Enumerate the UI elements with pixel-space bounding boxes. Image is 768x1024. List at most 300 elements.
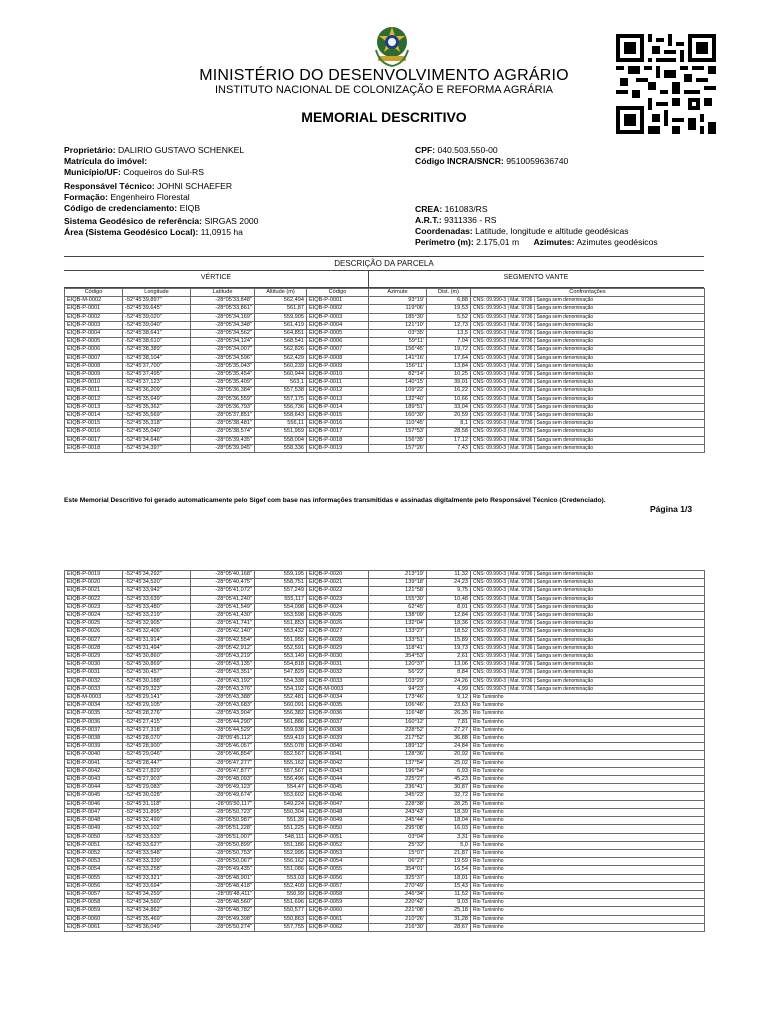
cell-vertex-code: EIQB-P-0020 <box>65 579 123 587</box>
cell-altitude: 552,591 <box>255 644 307 652</box>
credential-label: Código de credenciamento: <box>64 203 178 213</box>
cell-vertex-code: EIQB-P-0054 <box>65 866 123 874</box>
cell-distance: 24,23 <box>427 579 471 587</box>
table-row <box>65 841 705 849</box>
cell-altitude: 553,149 <box>255 653 307 661</box>
table-header-row <box>65 289 705 297</box>
cell-distance: 21,87 <box>427 849 471 857</box>
cell-altitude: 554,338 <box>255 677 307 685</box>
cell-distance: 7,81 <box>427 718 471 726</box>
section-top-rule <box>64 256 704 257</box>
cell-longitude: -52°45'39,020" <box>123 313 191 321</box>
cell-azimuth: 220°42' <box>369 899 427 907</box>
cell-latitude: -28°05'42,140" <box>191 628 255 636</box>
table-row <box>65 735 705 743</box>
cell-latitude: -28°05'42,912" <box>191 644 255 652</box>
table-row <box>65 379 705 387</box>
cell-azimuth: 216°30' <box>369 923 427 931</box>
cell-vertex-code: EIQB-P-0028 <box>65 644 123 652</box>
cell-vertex-code: EIQB-P-0045 <box>65 792 123 800</box>
cell-azimuth: 185°30' <box>369 313 427 321</box>
cell-boundary: Rio Tunininho <box>471 800 705 808</box>
cell-latitude: -28°05'41,430" <box>191 612 255 620</box>
cell-distance: 8,1 <box>427 420 471 428</box>
col-segment-code: Código <box>307 289 369 297</box>
cell-segment-code: EIQB-P-0007 <box>307 346 369 354</box>
cell-altitude: 563,1 <box>255 379 307 387</box>
cell-latitude: -28°05'48,782" <box>191 907 255 915</box>
table-row <box>65 767 705 775</box>
cell-azimuth: 133°27' <box>369 628 427 636</box>
cell-altitude: 549,224 <box>255 800 307 808</box>
cell-vertex-code: EIQB-P-0031 <box>65 669 123 677</box>
cell-azimuth: 221°08' <box>369 907 427 915</box>
cell-azimuth: 160°12' <box>369 718 427 726</box>
cell-longitude: -52°45'38,610" <box>123 338 191 346</box>
cell-longitude: -52°45'31,895" <box>123 808 191 816</box>
table-row <box>65 354 705 362</box>
cell-boundary: CNS: 09.990-3 | Mat. 9736 | Sanga sem denominação <box>471 579 705 587</box>
cell-segment-code: EIQB-P-0053 <box>307 849 369 857</box>
cell-longitude: -52°45'28,070" <box>123 735 191 743</box>
cell-latitude: -28°05'40,168" <box>191 571 255 579</box>
cell-boundary: CNS: 09.990-3 | Mat. 9736 | Sanga sem denominação <box>471 677 705 685</box>
cell-longitude: -52°45'30,860" <box>123 653 191 661</box>
cell-altitude: 552,481 <box>255 694 307 702</box>
cell-segment-code: EIQB-P-0058 <box>307 890 369 898</box>
cell-segment-code: EIQB-P-0047 <box>307 800 369 808</box>
cell-boundary: Rio Tunininho <box>471 710 705 718</box>
cell-altitude: 552,567 <box>255 751 307 759</box>
cell-longitude: -52°45'37,123" <box>123 379 191 387</box>
cell-altitude: 554,47 <box>255 784 307 792</box>
table-row <box>65 792 705 800</box>
cell-vertex-code: EIQB-P-0039 <box>65 743 123 751</box>
cell-distance: 16,54 <box>427 866 471 874</box>
table-row <box>65 571 705 579</box>
cell-azimuth: 189°51' <box>369 403 427 411</box>
cell-vertex-code: EIQB-P-0030 <box>65 661 123 669</box>
table-row <box>65 833 705 841</box>
owner-label: Proprietário: <box>64 145 116 155</box>
cell-boundary: Rio Tunininho <box>471 849 705 857</box>
cell-distance: 26,35 <box>427 710 471 718</box>
cell-vertex-code: EIQB-P-0008 <box>65 362 123 370</box>
table-row <box>65 817 705 825</box>
cell-segment-code: EIQB-P-0018 <box>307 436 369 444</box>
cell-distance: 8,01 <box>427 603 471 611</box>
table-row <box>65 702 705 710</box>
azimuth-label: Azimutes: <box>533 237 575 247</box>
cell-segment-code: EIQB-P-0022 <box>307 587 369 595</box>
cell-vertex-code: EIQB-P-0017 <box>65 436 123 444</box>
cell-longitude: -52°45'33,548" <box>123 849 191 857</box>
cell-boundary: Rio Tunininho <box>471 767 705 775</box>
cell-segment-code: EIQB-P-0045 <box>307 784 369 792</box>
cell-segment-code: EIQB-P-0027 <box>307 628 369 636</box>
cell-longitude: -52°45'33,339" <box>123 858 191 866</box>
cell-segment-code: EIQB-P-0054 <box>307 858 369 866</box>
cell-segment-code: EIQB-P-0051 <box>307 833 369 841</box>
cell-latitude: -28°05'50,987" <box>191 817 255 825</box>
cell-latitude: -28°05'51,007" <box>191 833 255 841</box>
cell-segment-code: EIQB-P-0043 <box>307 767 369 775</box>
municipality-value: Coqueiros do Sul-RS <box>123 167 204 177</box>
cell-distance: 7,04 <box>427 338 471 346</box>
cell-distance: 9,75 <box>427 587 471 595</box>
cell-latitude: -28°05'49,398" <box>191 915 255 923</box>
cell-altitude: 557,538 <box>255 387 307 395</box>
cell-latitude: -28°05'43,192" <box>191 677 255 685</box>
cell-vertex-code: EIQB-P-0036 <box>65 718 123 726</box>
cell-latitude: -28°05'43,219" <box>191 653 255 661</box>
cell-distance: 18,36 <box>427 620 471 628</box>
formation-value: Engenheiro Florestal <box>110 192 190 202</box>
cell-segment-code: EIQB-P-0042 <box>307 759 369 767</box>
cell-longitude: -52°45'34,520" <box>123 579 191 587</box>
cell-boundary: CNS: 09.990-3 | Mat. 9736 | Sanga sem denominação <box>471 354 705 362</box>
table-row <box>65 628 705 636</box>
cell-latitude: -28°05'46,854" <box>191 751 255 759</box>
cell-latitude: -28°05'39,945" <box>191 444 255 452</box>
cell-altitude: 559,905 <box>255 313 307 321</box>
cell-azimuth: 270°49' <box>369 882 427 890</box>
cell-azimuth: 103°29' <box>369 677 427 685</box>
perimeter-label: Perímetro (m): <box>415 237 474 247</box>
col-azimuth: Azimute <box>369 289 427 297</box>
cell-vertex-code: EIQB-P-0046 <box>65 800 123 808</box>
cell-segment-code: EIQB-P-0012 <box>307 387 369 395</box>
cell-boundary: Rio Tunininho <box>471 841 705 849</box>
crea-label: CREA: <box>415 204 443 214</box>
cell-longitude: -52°45'27,415" <box>123 718 191 726</box>
cell-latitude: -28°05'35,043" <box>191 362 255 370</box>
cell-longitude: -52°45'38,104" <box>123 354 191 362</box>
cell-altitude: 555,078 <box>255 743 307 751</box>
cell-distance: 11,32 <box>427 571 471 579</box>
cell-longitude: -52°45'31,494" <box>123 644 191 652</box>
cell-azimuth: 25°32' <box>369 841 427 849</box>
cell-distance: 16,03 <box>427 825 471 833</box>
owner-ids-block <box>415 145 568 167</box>
cell-latitude: -28°05'33,861" <box>191 305 255 313</box>
cell-segment-code: EIQB-P-0028 <box>307 636 369 644</box>
cell-boundary: Rio Tunininho <box>471 825 705 833</box>
cell-distance: 5,0 <box>427 841 471 849</box>
cell-longitude: -52°45'35,469" <box>123 915 191 923</box>
cell-latitude: -28°05'35,454" <box>191 371 255 379</box>
cell-vertex-code: EIQB-P-0048 <box>65 817 123 825</box>
cell-longitude: -52°45'32,499" <box>123 817 191 825</box>
cell-latitude: -28°05'43,376" <box>191 685 255 693</box>
cell-azimuth: 156°45' <box>369 346 427 354</box>
cell-segment-code: EIQB-P-0015 <box>307 412 369 420</box>
cell-vertex-code: EIQB-P-0006 <box>65 346 123 354</box>
cell-altitude: 559,938 <box>255 726 307 734</box>
cell-longitude: -52°45'33,627" <box>123 841 191 849</box>
cell-vertex-code: EIQB-P-0051 <box>65 841 123 849</box>
cell-latitude: -28°05'43,388" <box>191 694 255 702</box>
cell-altitude: 557,755 <box>255 923 307 931</box>
cell-azimuth: 137°54' <box>369 759 427 767</box>
cell-vertex-code: EIQB-P-0027 <box>65 636 123 644</box>
cell-vertex-code: EIQB-P-0053 <box>65 858 123 866</box>
cell-distance: 13,84 <box>427 362 471 370</box>
cell-vertex-code: EIQB-P-0055 <box>65 874 123 882</box>
cell-distance: 45,23 <box>427 776 471 784</box>
cell-vertex-code: EIQB-P-0010 <box>65 379 123 387</box>
cell-distance: 19,72 <box>427 346 471 354</box>
cell-altitude: 547,829 <box>255 669 307 677</box>
cell-vertex-code: EIQB-P-0037 <box>65 726 123 734</box>
table-row <box>65 305 705 313</box>
cell-azimuth: 228°38' <box>369 800 427 808</box>
cell-longitude: -52°45'29,141" <box>123 694 191 702</box>
cell-altitude: 548,111 <box>255 833 307 841</box>
table-row <box>65 346 705 354</box>
cell-boundary: Rio Tunininho <box>471 726 705 734</box>
cell-latitude: -28°05'49,674" <box>191 792 255 800</box>
cell-azimuth: 03°35' <box>369 330 427 338</box>
cell-altitude: 556,496 <box>255 776 307 784</box>
table-row <box>65 866 705 874</box>
cell-boundary: CNS: 09.990-3 | Mat. 9736 | Sanga sem denominação <box>471 669 705 677</box>
cell-latitude: -28°05'45,112" <box>191 735 255 743</box>
cpf-label: CPF: <box>415 145 436 155</box>
cell-boundary: Rio Tunininho <box>471 808 705 816</box>
cell-azimuth: 196°54' <box>369 767 427 775</box>
cell-segment-code: EIQB-P-0006 <box>307 338 369 346</box>
cell-distance: 27,27 <box>427 726 471 734</box>
cell-boundary: Rio Tunininho <box>471 694 705 702</box>
cell-azimuth: 141°16' <box>369 354 427 362</box>
cell-distance: 32,72 <box>427 792 471 800</box>
table-row <box>65 800 705 808</box>
group-divider <box>368 270 369 287</box>
cell-altitude: 550,863 <box>255 915 307 923</box>
cell-azimuth: 106°46' <box>369 702 427 710</box>
cell-latitude: -28°05'33,848" <box>191 297 255 305</box>
cell-longitude: -52°45'39,040" <box>123 321 191 329</box>
cell-distance: 25,18 <box>427 907 471 915</box>
cell-latitude: -28°05'49,123" <box>191 784 255 792</box>
coordinates-label: Coordenadas: <box>415 226 473 236</box>
cell-boundary: CNS: 09.990-3 | Mat. 9736 | Sanga sem denominação <box>471 321 705 329</box>
cell-longitude: -52°45'38,389" <box>123 346 191 354</box>
cell-boundary: CNS: 09.990-3 | Mat. 9736 | Sanga sem denominação <box>471 436 705 444</box>
table-row <box>65 371 705 379</box>
cell-latitude: -28°05'47,877" <box>191 767 255 775</box>
cell-altitude: 562,494 <box>255 297 307 305</box>
cell-azimuth: 140°15' <box>369 379 427 387</box>
art-value: 9311336 - RS <box>444 215 497 225</box>
cell-latitude: -28°05'34,562" <box>191 330 255 338</box>
cell-segment-code: EIQB-P-0005 <box>307 330 369 338</box>
table-row <box>65 677 705 685</box>
cell-distance: 25,02 <box>427 759 471 767</box>
cell-distance: 20,59 <box>427 412 471 420</box>
cell-segment-code: EIQB-P-0060 <box>307 907 369 915</box>
table-row <box>65 743 705 751</box>
parcel-table-page2 <box>64 570 705 932</box>
table-row <box>65 338 705 346</box>
cell-distance: 28,58 <box>427 428 471 436</box>
cell-latitude: -28°05'34,169" <box>191 313 255 321</box>
cell-boundary: CNS: 09.990-3 | Mat. 9736 | Sanga sem denominação <box>471 297 705 305</box>
cell-longitude: -52°45'33,219" <box>123 612 191 620</box>
cell-vertex-code: EIQB-P-0005 <box>65 338 123 346</box>
cell-segment-code: EIQB-P-0010 <box>307 371 369 379</box>
cell-vertex-code: EIQB-P-0023 <box>65 603 123 611</box>
cell-boundary: CNS: 09.990-3 | Mat. 9736 | Sanga sem denominação <box>471 620 705 628</box>
cell-altitude: 557,175 <box>255 395 307 403</box>
cell-altitude: 554,818 <box>255 661 307 669</box>
cell-azimuth: 139°18' <box>369 579 427 587</box>
cell-latitude: -28°05'39,435" <box>191 436 255 444</box>
table-row <box>65 882 705 890</box>
cell-azimuth: 82°14' <box>369 371 427 379</box>
cell-azimuth: 236°41' <box>369 784 427 792</box>
table-row <box>65 759 705 767</box>
cell-boundary: CNS: 09.990-3 | Mat. 9736 | Sanga sem denominação <box>471 653 705 661</box>
cell-distance: 8,84 <box>427 669 471 677</box>
cell-latitude: -28°05'50,274" <box>191 923 255 931</box>
cell-segment-code: EIQB-P-0039 <box>307 735 369 743</box>
cell-boundary: Rio Tunininho <box>471 915 705 923</box>
cell-azimuth: 325°37' <box>369 874 427 882</box>
cell-longitude: -52°45'36,209" <box>123 387 191 395</box>
coordinates-value: Latitude, longitude e altitude geodésicas <box>475 226 629 236</box>
cell-vertex-code: EIQB-P-0001 <box>65 305 123 313</box>
cell-distance: 36,88 <box>427 735 471 743</box>
cell-longitude: -52°45'34,646" <box>123 436 191 444</box>
cell-vertex-code: EIQB-P-0032 <box>65 677 123 685</box>
cell-azimuth: 138°09' <box>369 612 427 620</box>
cell-distance: 17,64 <box>427 354 471 362</box>
cell-segment-code: EIQB-M-0003 <box>307 685 369 693</box>
cell-vertex-code: EIQB-P-0011 <box>65 387 123 395</box>
technician-value: JOHNI SCHAEFER <box>157 181 233 191</box>
cell-segment-code: EIQB-P-0017 <box>307 428 369 436</box>
cell-boundary: Rio Tunininho <box>471 866 705 874</box>
cell-vertex-code: EIQB-P-0004 <box>65 330 123 338</box>
credential-value: EIQB <box>179 203 201 213</box>
cell-segment-code: EIQB-P-0048 <box>307 808 369 816</box>
cell-longitude: -52°45'32,905" <box>123 620 191 628</box>
cell-azimuth: 157°53' <box>369 428 427 436</box>
cell-azimuth: 119°06' <box>369 305 427 313</box>
table-row <box>65 387 705 395</box>
cell-latitude: -28°05'37,851" <box>191 412 255 420</box>
cell-vertex-code: EIQB-P-0009 <box>65 371 123 379</box>
cell-longitude: -52°45'34,292" <box>123 571 191 579</box>
table-row <box>65 644 705 652</box>
cell-altitude: 553,602 <box>255 792 307 800</box>
cell-segment-code: EIQB-P-0056 <box>307 874 369 882</box>
cell-azimuth: 225°27' <box>369 776 427 784</box>
owner-block <box>64 145 244 178</box>
cell-segment-code: EIQB-P-0057 <box>307 882 369 890</box>
cell-distance: 12,73 <box>427 321 471 329</box>
cell-segment-code: EIQB-P-0014 <box>307 403 369 411</box>
cell-boundary: CNS: 09.990-3 | Mat. 9736 | Sanga sem denominação <box>471 428 705 436</box>
table-row <box>65 636 705 644</box>
cell-boundary: CNS: 09.990-3 | Mat. 9736 | Sanga sem denominação <box>471 628 705 636</box>
cell-altitude: 562,826 <box>255 346 307 354</box>
cell-segment-code: EIQB-P-0020 <box>307 571 369 579</box>
table-row <box>65 297 705 305</box>
cell-latitude: -28°05'50,899" <box>191 841 255 849</box>
table-row <box>65 874 705 882</box>
table-row <box>65 428 705 436</box>
municipality-label: Município/UF: <box>64 167 121 177</box>
col-boundaries: Confrontações <box>471 289 705 297</box>
cell-longitude: -52°45'35,362" <box>123 403 191 411</box>
cell-vertex-code: EIQB-P-0019 <box>65 571 123 579</box>
cell-latitude: -28°05'34,007" <box>191 346 255 354</box>
table-row <box>65 685 705 693</box>
azimuth-value: Azimutes geodésicos <box>576 237 658 247</box>
cell-distance: 10,48 <box>427 595 471 603</box>
cell-distance: 13,06 <box>427 661 471 669</box>
table-row <box>65 420 705 428</box>
cell-vertex-code: EIQB-P-0044 <box>65 784 123 792</box>
cell-longitude: -52°45'30,869" <box>123 661 191 669</box>
cell-segment-code: EIQB-P-0030 <box>307 653 369 661</box>
cell-segment-code: EIQB-P-0019 <box>307 444 369 452</box>
table-row <box>65 890 705 898</box>
table-row <box>65 403 705 411</box>
table-row <box>65 436 705 444</box>
cpf-value: 040.503.550-00 <box>437 145 498 155</box>
cell-boundary: CNS: 09.990-3 | Mat. 9736 | Sanga sem denominação <box>471 330 705 338</box>
footnote: Este Memorial Descritivo foi gerado automaticamente pelo Sigef com base nas informações transmitidas e assinadas digitalmente pelo Responsável Técnico (Credenciado). <box>64 497 606 504</box>
cell-distance: 11,52 <box>427 890 471 898</box>
table-row <box>65 612 705 620</box>
cell-distance: 30,87 <box>427 784 471 792</box>
cell-altitude: 560,091 <box>255 702 307 710</box>
cell-segment-code: EIQB-P-0033 <box>307 677 369 685</box>
cell-azimuth: 128°36' <box>369 751 427 759</box>
cell-boundary: CNS: 09.990-3 | Mat. 9736 | Sanga sem denominação <box>471 379 705 387</box>
cell-boundary: CNS: 09.990-3 | Mat. 9736 | Sanga sem denominação <box>471 595 705 603</box>
cell-distance: 9,03 <box>427 899 471 907</box>
cell-azimuth: 228°52' <box>369 726 427 734</box>
cell-vertex-code: EIQB-P-0002 <box>65 313 123 321</box>
table-row <box>65 858 705 866</box>
cell-azimuth: 120°37' <box>369 661 427 669</box>
cell-segment-code: EIQB-P-0046 <box>307 792 369 800</box>
cell-altitude: 552,995 <box>255 849 307 857</box>
table-row <box>65 923 705 931</box>
cell-azimuth: 59°11' <box>369 338 427 346</box>
cell-distance: 19,53 <box>427 305 471 313</box>
cell-azimuth: 133°51' <box>369 636 427 644</box>
technician-label: Responsável Técnico: <box>64 181 155 191</box>
cell-vertex-code: EIQB-P-0058 <box>65 899 123 907</box>
cell-latitude: -28°05'34,596" <box>191 354 255 362</box>
cell-altitude: 550,304 <box>255 808 307 816</box>
cell-altitude: 562,429 <box>255 354 307 362</box>
cell-longitude: -52°45'33,942" <box>123 587 191 595</box>
cell-latitude: -28°05'44,290" <box>191 718 255 726</box>
cell-boundary: CNS: 09.990-3 | Mat. 9736 | Sanga sem denominação <box>471 387 705 395</box>
cell-longitude: -52°45'27,829" <box>123 767 191 775</box>
cell-segment-code: EIQB-P-0021 <box>307 579 369 587</box>
cell-altitude: 551,186 <box>255 841 307 849</box>
cell-altitude: 554,098 <box>255 603 307 611</box>
cell-azimuth: 03°04' <box>369 833 427 841</box>
